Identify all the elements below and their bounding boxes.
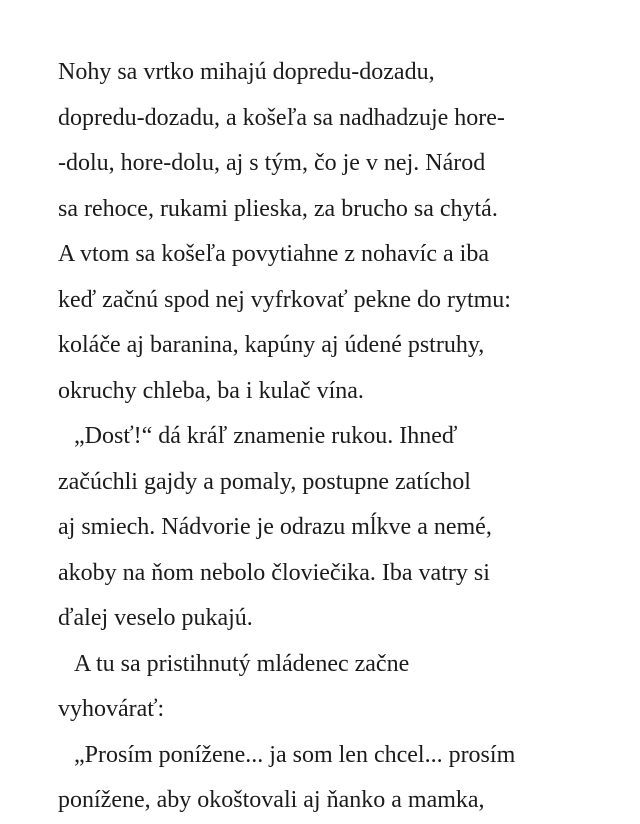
text-line: akoby na ňom nebolo človiečika. Iba vatry si — [58, 559, 490, 586]
text-line: koláče aj baranina, kapúny aj údené pstruhy, — [58, 332, 485, 358]
text-line: A vtom sa košeľa povytiahne z nohavíc a iba — [58, 241, 489, 267]
text-line: vyhovárať: — [58, 696, 165, 722]
page-text — [58, 50, 618, 824]
text-line: sa rehoce, rukami plieska, za brucho sa chytá. — [58, 195, 498, 222]
text-line: Nohy sa vrtko mihajú dopredu-dozadu, — [58, 59, 435, 85]
text-line: okruchy chleba, ba i kulač vína. — [58, 377, 364, 404]
paragraph-start-line: „Prosím poníženе... ja som len chcel... prosím — [74, 741, 516, 768]
paragraph-start-line: „Dosť!“ dá kráľ znamenie rukou. Ihneď — [74, 423, 458, 449]
paragraph-start-line: A tu sa pristihnutý mládenec začne — [74, 650, 410, 677]
text-line: keď začnú spod nej vyfrkovať pekne do rytmu: — [58, 286, 511, 313]
text-line: aj smiech. Nádvorie je odrazu mĺkve a nemé, — [58, 514, 492, 540]
text-line: -dolu, hore-dolu, aj s tým, čo je v nej. Národ — [58, 150, 486, 176]
text-line: dopredu-dozadu, a košeľa sa nadhadzuje hore- — [58, 104, 505, 131]
text-line: začúchli gajdy a pomaly, postupne zatíchol — [58, 468, 471, 495]
text-line: ďalej veselo pukajú. — [58, 605, 253, 631]
text-line: poníženе, aby okoštovali aj ňanko a mamka, — [58, 787, 485, 813]
